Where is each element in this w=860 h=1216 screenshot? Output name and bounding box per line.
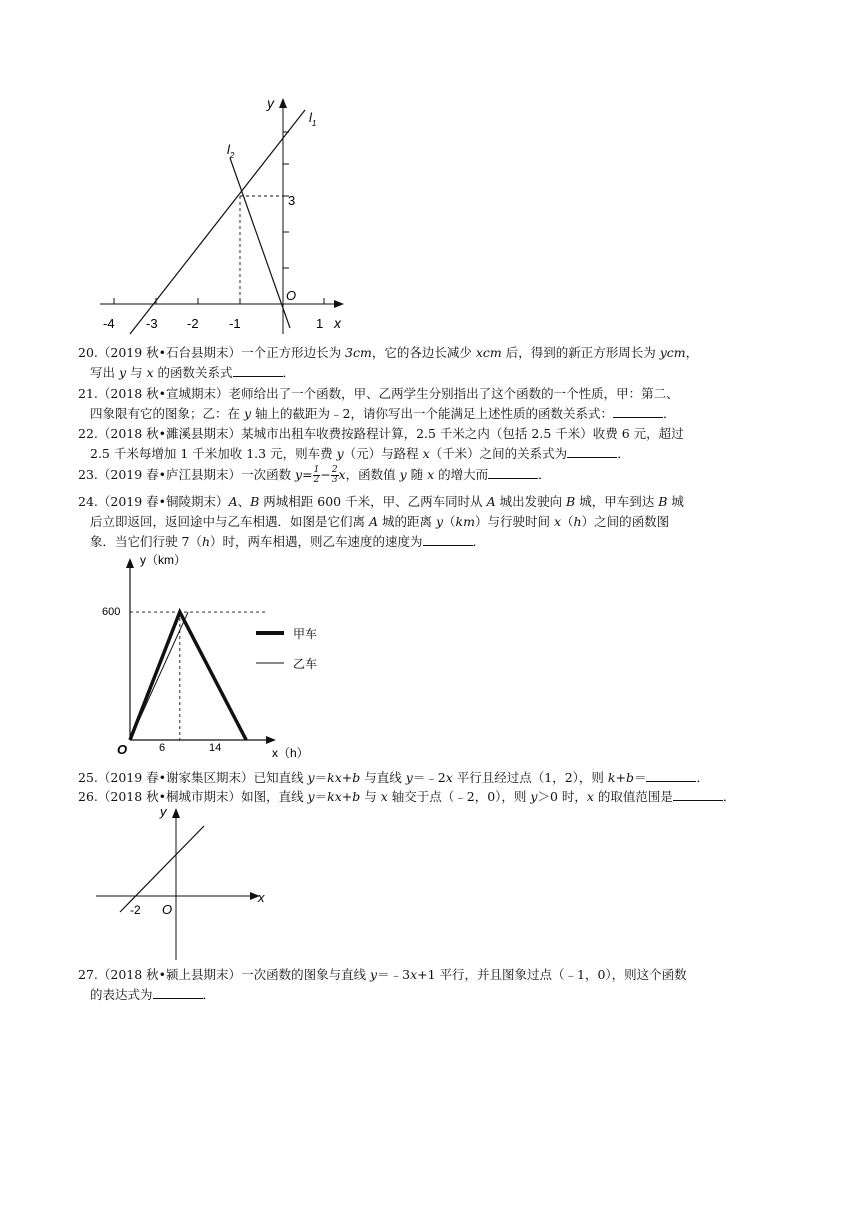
chart-y-tick-600: 600 xyxy=(102,606,121,618)
chart-x-axis-arrow xyxy=(266,736,276,744)
fig3-y-label: y xyxy=(160,804,167,819)
question-21: 21.（2018 秋•宣城期末）老师给出了一个函数，甲、乙两学生分别指出了这个函数的一个性质，甲：第二、 四象限有它的图象；乙：在 y 轴上的截距为﹣2，请你写出一个能满足上述性质的函数关系式： ． xyxy=(78,386,679,421)
chart-x-label: x（h） xyxy=(272,746,309,760)
answer-blank[interactable] xyxy=(567,444,617,458)
question-26: 26.（2018 秋•桐城市期末）如图，直线 y＝kx+b 与 x 轴交于点（﹣2，0），则 y＞0 时，x 的取值范围是 ． xyxy=(78,789,736,804)
x-tick-neg3: -3 xyxy=(146,316,158,331)
answer-blank[interactable] xyxy=(153,985,203,999)
chart-x-tick-14: 14 xyxy=(209,742,222,754)
question-23: 23.（2019 春•庐江县期末）一次函数 y= $\frac{1}{2}$ − $\frac{2}{3}$ x，函数值 y 随 x 的增大而 ． xyxy=(78,465,551,485)
chart-y-axis-arrow xyxy=(126,558,134,568)
line-l1 xyxy=(130,110,305,334)
chart-distance-time xyxy=(96,550,336,760)
legend-jia-label: 甲车 xyxy=(293,627,318,641)
line-l2 xyxy=(230,158,290,328)
answer-blank[interactable] xyxy=(488,465,538,479)
y-axis-label: y xyxy=(267,95,274,111)
question-24: 24.（2019 春•铜陵期末）A、B 两城相距 600 千米，甲、乙两车同时从 A 城出发驶向 B 城，甲车到达 B 城 后立即返回，返回途中与乙车相遇．如图是它们离 A 城的距离 y（km）与行驶时间 x（h）之间的函数图 象．当它们行驶 7（h）时，两车相遇，则乙车速度的速度为 ． xyxy=(78,494,684,549)
answer-blank[interactable] xyxy=(673,787,723,801)
fig3-x-label: x xyxy=(258,890,265,905)
origin-label: O xyxy=(286,288,297,303)
y-tick-3: 3 xyxy=(288,193,296,208)
chart-y-label: y（km） xyxy=(140,553,186,567)
y-axis-arrow xyxy=(279,98,287,108)
fraction-one-half: $\frac{1}{2}$ xyxy=(313,465,320,485)
question-25: 25.（2019 春•谢家集区期末）已知直线 y＝kx+b 与直线 y＝﹣2x 平行且经过点（1，2），则 k+b＝ ． xyxy=(78,770,709,785)
line-l1-label: $l_1$ xyxy=(309,110,317,128)
x-tick-neg2: -2 xyxy=(187,316,199,331)
fig3-origin: O xyxy=(162,902,173,917)
answer-blank[interactable] xyxy=(613,404,663,418)
x-axis-arrow xyxy=(334,300,344,308)
fig3-y-axis-arrow xyxy=(172,808,180,818)
x-tick-neg1: -1 xyxy=(229,316,241,331)
chart-origin: O xyxy=(117,742,128,757)
legend-yi-label: 乙车 xyxy=(293,657,318,671)
fig3-line xyxy=(120,826,204,912)
question-27: 27.（2018 秋•颍上县期末）一次函数的图象与直线 y＝﹣3x+1 平行，并且图象过点（﹣1，0），则这个函数 的表达式为 ． xyxy=(78,967,687,1002)
answer-blank[interactable] xyxy=(423,532,473,546)
x-axis-label: x xyxy=(334,315,341,331)
answer-blank[interactable] xyxy=(233,363,283,377)
x-tick-1: 1 xyxy=(316,316,324,331)
question-20: 20.（2019 秋•石台县期末）一个正方形边长为 3cm，它的各边长减少 xcm 后，得到的新正方形周长为 ycm， 写出 y 与 x 的函数关系式 ． xyxy=(78,345,699,380)
x-tick-neg4: -4 xyxy=(103,316,115,331)
fig3-x-tick-neg2: -2 xyxy=(130,903,141,917)
figure-two-lines xyxy=(90,92,360,342)
series-jia-line xyxy=(130,612,246,740)
answer-blank[interactable] xyxy=(646,768,696,782)
fraction-two-thirds: $\frac{2}{3}$ xyxy=(331,465,338,485)
chart-x-tick-6: 6 xyxy=(159,742,166,754)
line-l2-label: $l_2$ xyxy=(227,142,235,160)
question-22: 22.（2018 秋•濉溪县期末）某城市出租车收费按路程计算，2.5 千米之内（包括 2.5 千米）收费 6 元，超过 2.5 千米每增加 1 千米加收 1.3 元，则车费 y（元）与路程 x（千米）之间的关系式为 ． xyxy=(78,426,684,461)
figure-line-intersect xyxy=(96,802,276,962)
